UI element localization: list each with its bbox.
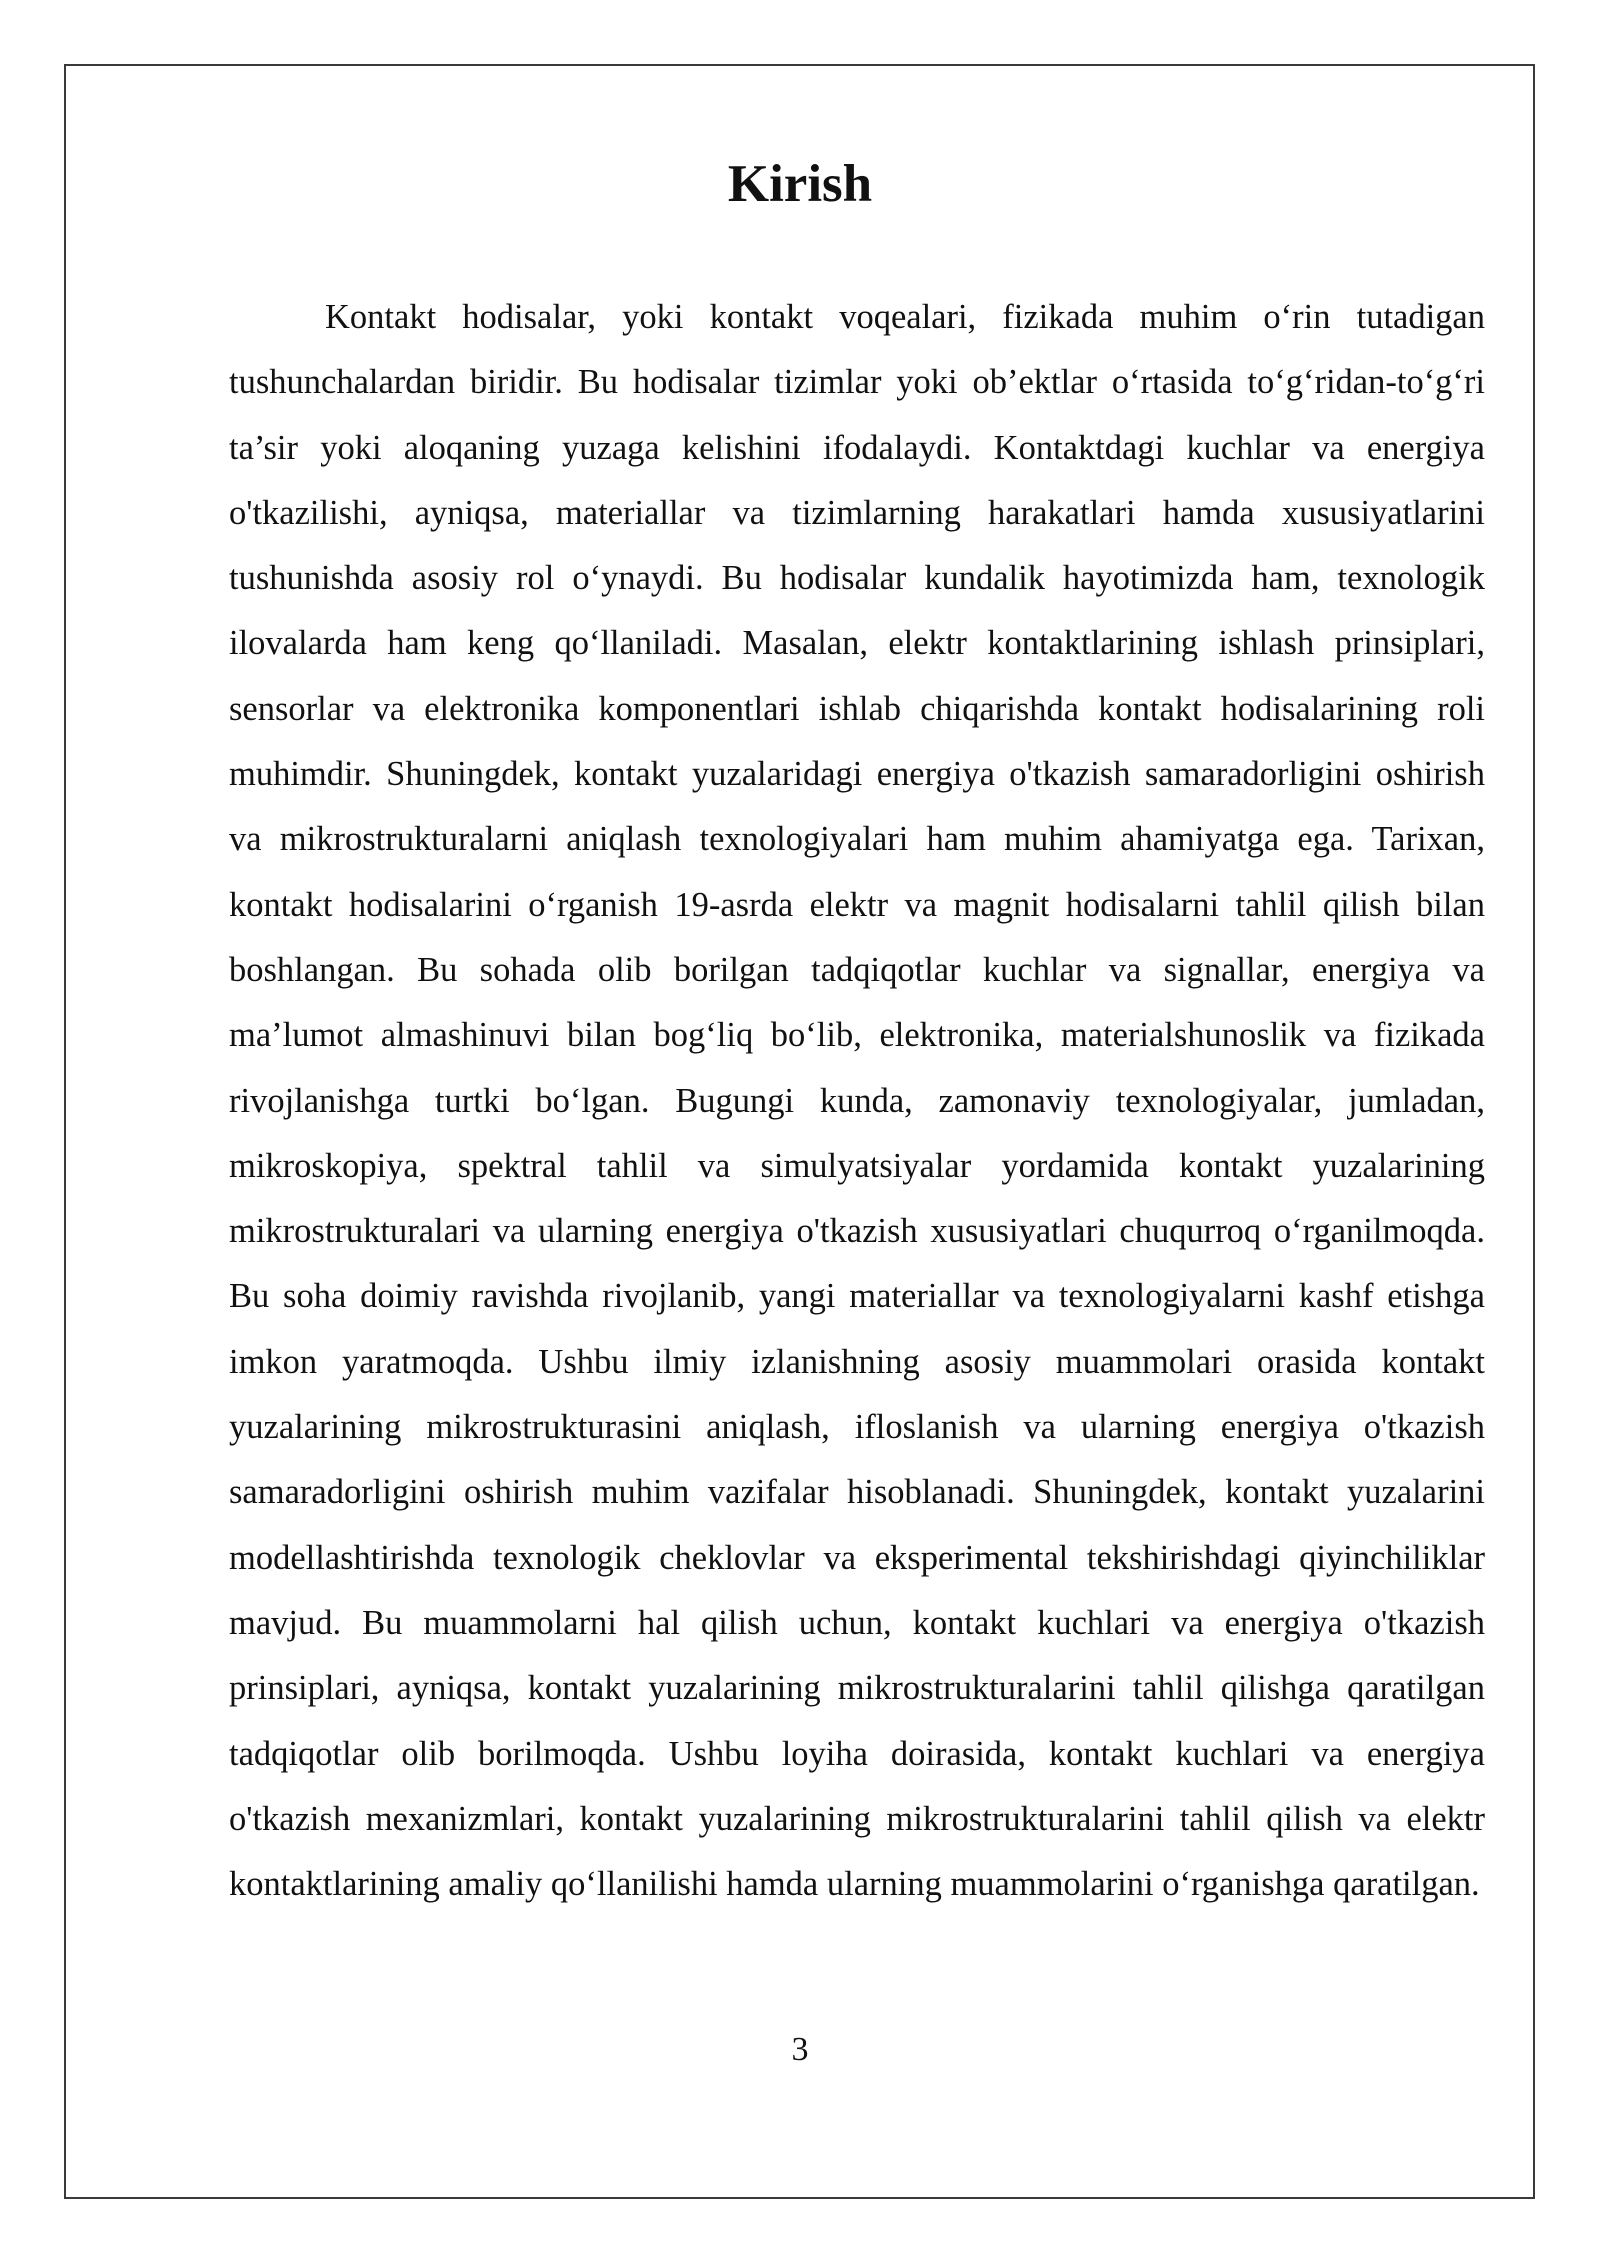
page-title: Kirish	[727, 155, 873, 213]
body-paragraph: Kontakt hodisalar, yoki kontakt voqealari, fizikada muhim o‘rin tutadigan tushunchalardan biridir. Bu hodisalar tizimlar yoki ob’ektlar o‘rtasida to‘g‘ridan-to‘g‘ri ta’sir yoki aloqaning yuzaga kelishini ifodalaydi. Kontaktdagi kuchlar va energiya o'tkazilishi, ayniqsa, materiallar va tizimlarning harakatlari hamda xususiyatlarini tushunishda asosiy rol o‘ynaydi. Bu hodisalar kundalik hayotimizda ham, texnologik ilovalarda ham keng qo‘llaniladi. Masalan, elektr kontaktlarining ishlash prinsiplari, sensorlar va elektronika komponentlari ishlab chiqarishda kontakt hodisalarining roli muhimdir. Shuningdek, kontakt yuzalaridagi energiya o'tkazish samaradorligini oshirish va mikrostrukturalarni aniqlash texnologiyalari ham muhim ahamiyatga ega. Tarixan, kontakt hodisalarini o‘rganish 19-asrda elektr va magnit hodisalarni tahlil qilish bilan boshlangan. Bu sohada olib borilgan tadqiqotlar kuchlar va signallar, energiya va ma’lumot almashinuvi bilan bog‘liq bo‘lib, elektronika, materialshunoslik va fizikada rivojlanishga turtki bo‘lgan. Bugungi kunda, zamonaviy texnologiyalar, jumladan, mikroskopiya, spektral tahlil va simulyatsiyalar yordamida kontakt yuzalarining mikrostrukturalari va ularning energiya o'tkazish xususiyatlari chuqurroq o‘rganilmoqda. Bu soha doimiy ravishda rivojlanib, yangi materiallar va texnologiyalarni kashf etishga imkon yaratmoqda. Ushbu ilmiy izlanishning asosiy muammolari orasida kontakt yuzalarining mikrostrukturasini aniqlash, ifloslanish va ularning energiya o'tkazish samaradorligini oshirish muhim vazifalar hisoblanadi. Shuningdek, kontakt yuzalarini modellashtirishda texnologik cheklovlar va eksperimental tekshirishdagi qiyinchiliklar mavjud. Bu muammolarni hal qilish uchun, kontakt kuchlari va energiya o'tkazish prinsiplari, ayniqsa, kontakt yuzalarining mikrostrukturalarini tahlil qilishga qaratilgan tadqiqotlar olib borilmoqda. Ushbu loyiha doirasida, kontakt kuchlari va energiya o'tkazish mexanizmlari, kontakt yuzalarining mikrostrukturalarini tahlil qilish va elektr kontaktlarining amaliy qo‘llanilishi hamda ularning muammolarini o‘rganishga qaratilgan.	[229, 298, 1485, 1904]
page-number: 3	[791, 2031, 809, 2068]
